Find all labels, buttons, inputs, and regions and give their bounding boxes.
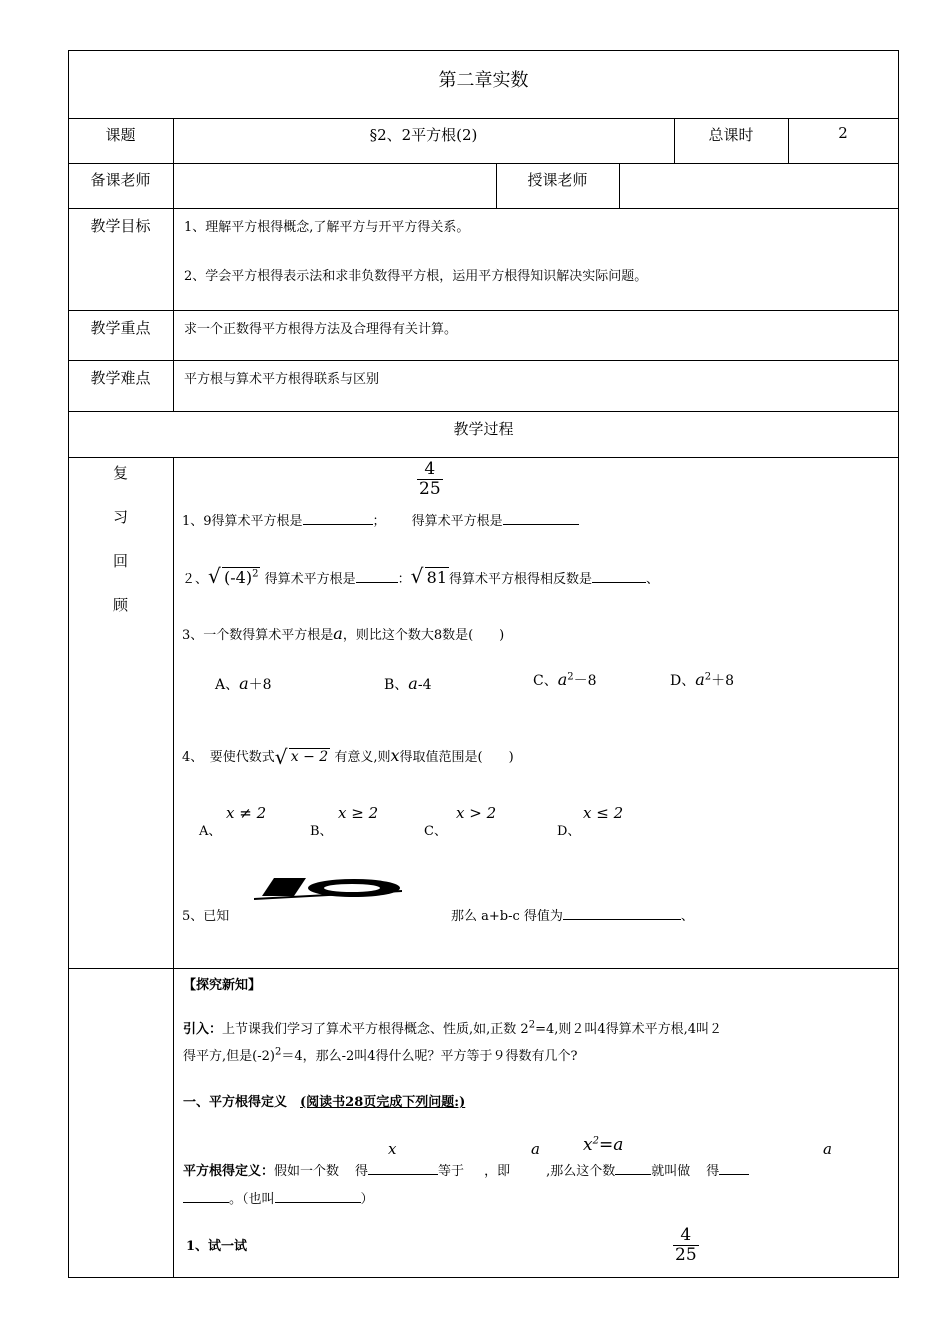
row-divider [68, 457, 899, 458]
equation-rhs: =a [598, 1135, 624, 1155]
embedded-equation-image [254, 876, 402, 904]
goal-item-2: 2、学会平方根得表示法和求非负数得平方根，运用平方根得知识解决实际问题。 [184, 269, 648, 284]
table-border-top [68, 50, 899, 51]
lesson-plan-table [68, 50, 899, 1277]
question-3 [182, 624, 504, 643]
option-label: A、 [215, 677, 240, 693]
option-rest: -4 [417, 677, 432, 693]
option-rest: ＋8 [711, 673, 735, 689]
question-4-mid: 有意义,则 [334, 750, 391, 765]
exponent: 2 [252, 568, 259, 580]
variable: a [557, 670, 568, 689]
answer-blank [592, 582, 646, 583]
sqrt-expression: √ x − 2 [274, 745, 329, 769]
exponent: 2 [274, 1046, 282, 1058]
intro-text: ＝4，那么-2叫4得什么呢？平方等于９得数有几个? [281, 1049, 578, 1064]
fraction-denominator: 25 [675, 1244, 697, 1265]
option-a-expr: x ≠ 2 [226, 804, 267, 822]
equation [583, 1135, 623, 1155]
answer-blank [615, 1174, 651, 1175]
sqrt-expression: √ $(-4)^2$ [208, 564, 259, 588]
section-title-text: 一、平方根得定义 [183, 1095, 288, 1110]
col-divider [173, 457, 174, 1277]
intro-line-1 [183, 1018, 722, 1037]
question-3-tail: ，则比这个数大8数是( ) [342, 628, 505, 643]
answer-blank [183, 1202, 229, 1203]
answer-blank [356, 582, 398, 583]
option-label: B、 [384, 677, 409, 693]
answer-blank [368, 1174, 438, 1175]
intro-line-2 [183, 1045, 578, 1064]
option-rest: －8 [573, 673, 597, 689]
intro-text: 上节课我们学习了算术平方根得概念、性质,如,正数 2 [222, 1022, 529, 1037]
definition-text: ） [360, 1192, 374, 1207]
option-c-label: C、 [424, 824, 447, 839]
explore-title: 【探究新知】 [183, 978, 262, 993]
question-1-part-a: 1、9得算术平方根是 [182, 514, 303, 529]
row-divider [68, 411, 899, 412]
question-4 [182, 745, 514, 769]
punctuation: 、 [646, 572, 660, 587]
topic-label: 课题 [105, 126, 136, 144]
difficulties-label: 教学难点 [90, 369, 151, 387]
definition-label: 平方根得定义： [183, 1164, 275, 1179]
variable: a [408, 674, 418, 693]
definition-text: 等于 [438, 1164, 465, 1179]
option-c-expr: x > 2 [456, 804, 497, 822]
intro-label: 引入： [183, 1022, 223, 1037]
definition-text: 假如一个数 [274, 1164, 340, 1179]
intro-text: 得平方,但是(-2) [183, 1049, 275, 1064]
exponent: 2 [592, 1135, 599, 1147]
exponent: 2 [567, 671, 574, 683]
row-divider [68, 163, 899, 164]
key-points-text: 求一个正数得平方根得方法及合理得有关计算。 [184, 322, 458, 337]
fraction-denominator: 25 [419, 478, 441, 499]
process-title: 教学过程 [453, 420, 514, 438]
answer-blank [563, 919, 681, 920]
option-d [670, 670, 734, 690]
table-border-bottom [68, 1277, 899, 1278]
option-b-label: B、 [310, 824, 333, 839]
question-2-number: ２、 [182, 572, 209, 587]
answer-blank [719, 1174, 749, 1175]
row-divider [68, 968, 899, 969]
option-b-expr: x ≥ 2 [338, 804, 379, 822]
section-note: (阅读书28页完成下列问题:) [300, 1095, 466, 1110]
variable: a [239, 674, 249, 693]
option-c [533, 670, 597, 690]
answer-blank [503, 524, 579, 525]
review-label-char: 复 [112, 464, 128, 482]
radicand: (-4) [224, 568, 253, 587]
option-a [215, 674, 272, 694]
fraction-numerator: 4 [680, 1225, 692, 1245]
row-divider [68, 310, 899, 311]
separator: ； [372, 514, 386, 529]
definition-text: 得 [706, 1164, 720, 1179]
option-d-expr: x ≤ 2 [583, 804, 624, 822]
option-label: D、 [670, 673, 696, 689]
try-title: 1、试一试 [186, 1239, 248, 1254]
row-divider [68, 360, 899, 361]
prep-teacher-label: 备课老师 [90, 171, 151, 189]
lecturer-label: 授课老师 [527, 171, 588, 189]
row-divider [68, 208, 899, 209]
review-label-char: 顾 [112, 596, 128, 614]
question-5-prefix: 5、已知 [182, 909, 230, 924]
question-4-tail: 得取值范围是( ) [399, 750, 514, 765]
definition-line-2 [183, 1188, 374, 1207]
intro-text: =4,则２叫4得算术平方根,4叫２ [535, 1022, 723, 1037]
variable-a: a [823, 1140, 832, 1158]
variable: a [333, 624, 343, 643]
review-label-char: 习 [112, 508, 128, 526]
definition-text: ，即 [484, 1164, 511, 1179]
col-divider [173, 118, 174, 411]
table-border-right [898, 50, 899, 1277]
variable: x [390, 746, 400, 765]
question-5-tail [451, 905, 694, 924]
option-d-label: D、 [557, 824, 581, 839]
section-1-title [183, 1091, 465, 1110]
option-b [384, 674, 431, 694]
col-divider [619, 163, 620, 208]
equation-lhs: x [583, 1135, 593, 1155]
option-rest: ＋8 [248, 677, 272, 693]
fraction [417, 460, 443, 498]
question-4-prefix: 4、 要使代数式 [182, 750, 275, 765]
variable: a [695, 670, 705, 689]
question-3-text: 3、一个数得算术平方根是 [182, 628, 334, 643]
fraction [673, 1226, 699, 1264]
goals-label: 教学目标 [90, 217, 151, 235]
punctuation: 、 [680, 909, 694, 924]
answer-blank [303, 524, 373, 525]
row-divider [68, 118, 899, 119]
radicand: x − 2 [290, 749, 329, 765]
exponent: 2 [528, 1019, 536, 1031]
definition-text: 得 [355, 1164, 369, 1179]
exponent: 2 [704, 671, 712, 683]
page-title: 第二章实数 [438, 70, 529, 91]
option-a-label: A、 [199, 824, 222, 839]
question-2-mid: 得算术平方根是 [264, 572, 356, 587]
sqrt-expression: √ 81 [410, 564, 447, 588]
total-hours-value: 2 [838, 124, 848, 142]
question-1 [182, 510, 579, 529]
total-hours-label: 总课时 [708, 126, 754, 144]
review-label-char: 回 [112, 552, 128, 570]
option-label: C、 [533, 673, 558, 689]
key-points-label: 教学重点 [90, 319, 151, 337]
definition-text: 。（也叫 [229, 1192, 275, 1207]
question-2 [182, 564, 660, 588]
definition-text: 就叫做 [651, 1164, 691, 1179]
question-2-end: 得算术平方根得相反数是 [449, 572, 593, 587]
answer-blank [275, 1202, 361, 1203]
fraction-numerator: 4 [424, 459, 436, 479]
question-5-text: 那么 a+b-c 得值为 [451, 909, 563, 924]
radicand: 81 [426, 568, 447, 587]
definition-line-1 [183, 1160, 749, 1179]
question-1-part-b: 得算术平方根是 [411, 514, 503, 529]
separator: ： [397, 572, 411, 587]
variable-x: x [388, 1140, 397, 1158]
goal-item-1: 1、理解平方根得概念,了解平方与开平方得关系。 [184, 220, 470, 235]
difficulties-text: 平方根与算术平方根得联系与区别 [184, 372, 380, 387]
definition-text: ,那么这个数 [546, 1164, 616, 1179]
topic-value: §2、2平方根(2) [369, 126, 478, 144]
variable-a: a [531, 1140, 540, 1158]
